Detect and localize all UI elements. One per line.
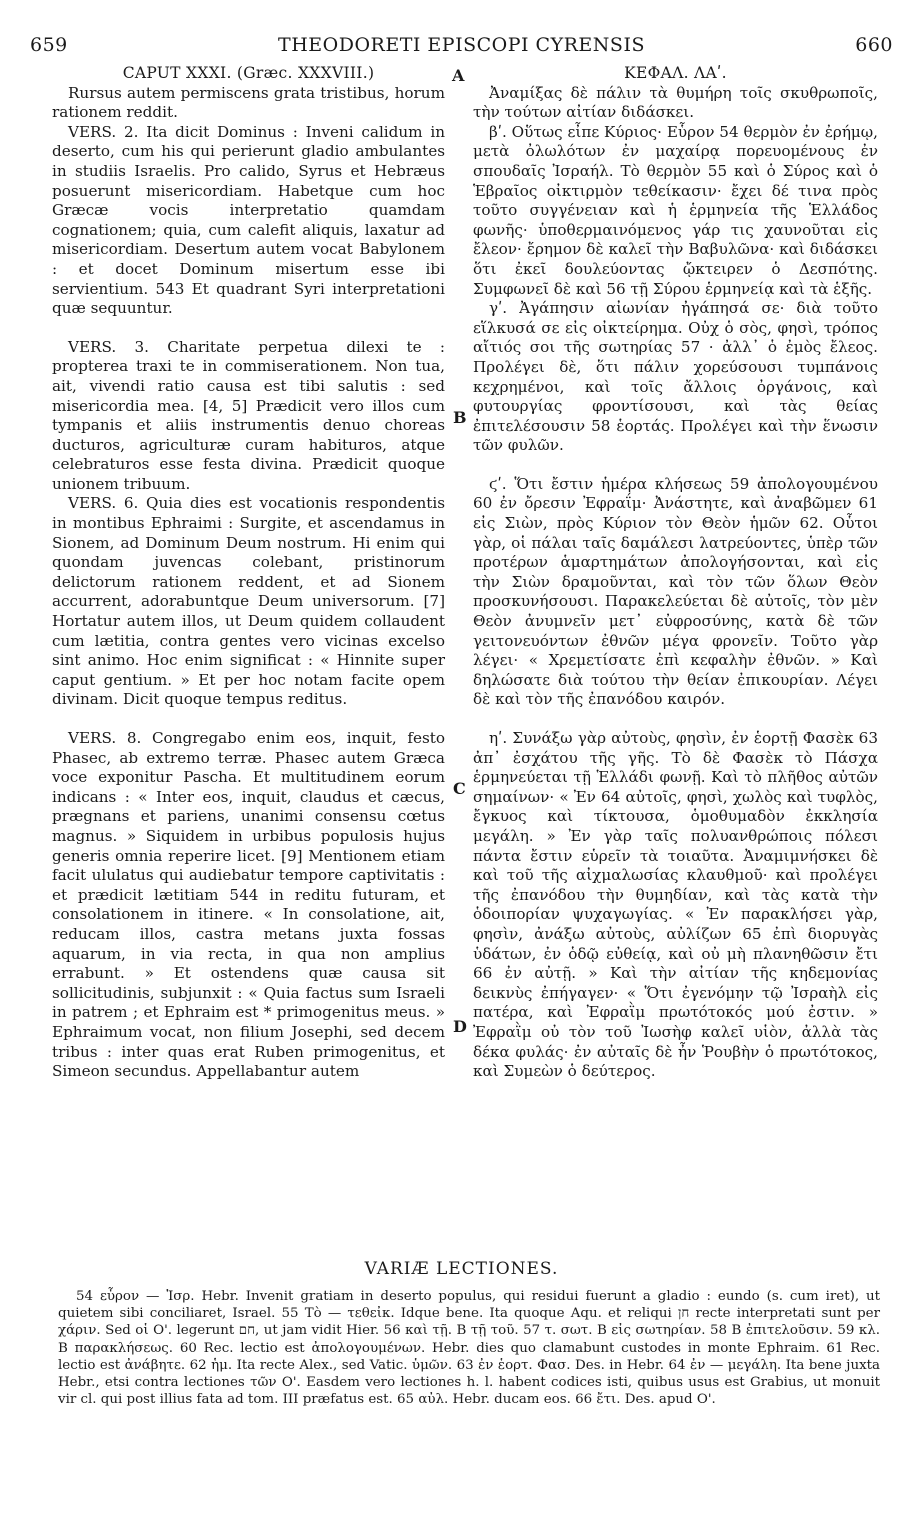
latin-paragraph: VERS. 6. Quia dies est vocationis respondentis in montibus Ephraimi : Surgite, et ascendamus in Sionem, ad Dominum Deum nostrum. Hi enim qui quondam juvencas colebant, pristinorum delictorum rationem reddent, et ad Sionem accurrent, adorabuntque Deum universorum. [7] Hortatur autem illos, ut Deum quidem collaudent cum lætitia, contra gentes vero vicinas excelso sint animo. Hoc enim significat : « Hinnite super caput gentium. » Et per hoc notam facite opem divinam. Dicit quoque tempus reditus. xyxy=(52,494,445,709)
greek-paragraph: ηʹ. Συνάξω γὰρ αὐτοὺς, φησὶν, ἐν ἑορτῇ Φασὲκ 63 ἀπ᾽ ἐσχάτου τῆς γῆς. Τὸ δὲ Φασὲκ τὸ Πάσχα ἑρμηνεύεται τῇ Ἑλλάδι φωνῇ. Καὶ τὸ πλῆθος αὐτῶν σημαίνων· « Ἐν 64 αὐτοῖς, φησὶ, χωλὸς καὶ τυφλὸς, ἔγκυος καὶ τίκτουσα, ὁμοθυμαδὸν ἐκκλησία μεγάλη. » Ἐν γὰρ ταῖς πολυανθρώποις πόλεσι πάντα ἔστιν εὑρεῖν τὰ τοιαῦτα. Ἀναμιμνήσκει δὲ καὶ τοῦ τῆς αἰχμαλωσίας κλαυθμοῦ· καὶ προλέγει τῆς ἐπανόδου τὴν θυμηδίαν, καὶ τὰς κατὰ τὴν ὁδοιπορίαν ψυχαγωγίας. « Ἐν παρακλήσει γὰρ, φησὶν, ἀνάξω αὐτοὺς, αὐλίζων 65 ἐπὶ διορυγὰς ὑδάτων, ἐν ὁδῷ εὐθείᾳ, καὶ οὐ μὴ πλανηθῶσιν ἔτι 66 ἐν αὐτῇ. » Καὶ τὴν αἰτίαν τῆς κηδεμονίας δεικνὺς ἐπήγαγεν· « Ὅτι ἐγενόμην τῷ Ἰσραὴλ εἰς πατέρα, καὶ Ἐφραῒμ πρωτότοκός μού ἐστιν. » Ἐφραῒμ οὐ τὸν τοῦ Ἰωσὴφ καλεῖ υἱὸν, ἀλλὰ τὰς δέκα φυλάς· ἐν αὐταῖς δὲ ἦν Ῥουβὴν ὁ πρωτότοκος, καὶ Συμεὼν ὁ δεύτερος. xyxy=(473,729,878,1081)
latin-column xyxy=(52,64,445,1082)
running-head xyxy=(30,34,893,60)
variae-lectiones-notes xyxy=(58,1288,880,1408)
margin-marker-b: B xyxy=(453,408,467,427)
latin-paragraph: VERS. 8. Congregabo enim eos, inquit, festo Phasec, ab extremo terræ. Phasec autem Græca voce exponitur Pascha. Et multitudinem eorum indicans : « Inter eos, inquit, claudus et cæcus, prægnans et pariens, unanimi consensu cœtus magnus. » Siquidem in urbibus populosis hujus generis omnia reperire licet. [9] Mentionem etiam facit ululatus qui audiebatur tempore captivitatis : et prædicit lætitiam 544 in reditu futuram, et consolationem in itinere. « In consolatione, ait, reducam illos, castra metans juxta fossas aquarum, in via recta, in qua non amplius errabunt. » Et ostendens quæ causa sit sollicitudinis, subjunxit : « Quia factus sum Israeli in patrem ; et Ephraim est * primogenitus meus. » Ephraimum vocat, non filium Josephi, sed decem tribus : inter quas erat Ruben primogenitus, et Simeon secundus. Appellabantur autem xyxy=(52,729,445,1081)
greek-paragraph: βʹ. Οὕτως εἶπε Κύριος· Εὗρον 54 θερμὸν ἐν ἐρήμῳ, μετὰ ὀλωλότων ἐν μαχαίρᾳ πορευομένους ἐν σπουδαῖς Ἰσραήλ. Τὸ θερμὸν 55 καὶ ὁ Σύρος καὶ ὁ Ἑβραῖος οἰκτιρμὸν τεθείκασιν· ἔχει δέ τινα πρὸς τοῦτο συγγένειαν καὶ ἡ ἑρμηνεία τῆς Ἑλλάδος φωνῆς· ὑποθερμαινόμενος γάρ τις χαυνοῦται εἰς ἔλεον· ἔρημον δὲ καλεῖ τὴν Βαβυλῶνα· καὶ διδάσκει ὅτι ἐκεῖ δουλεύοντας ᾤκτειρεν ὁ Δεσπότης. Συμφωνεῖ δὲ καὶ 56 τῇ Σύρου ἑρμηνείᾳ καὶ τὰ ἑξῆς. xyxy=(473,122,878,298)
variae-lectiones-heading: VARIÆ LECTIONES. xyxy=(364,1259,559,1279)
margin-marker-c: C xyxy=(453,779,466,798)
greek-chapter-heading: ΚΕΦΑΛ. ΛΑʹ. xyxy=(624,64,727,82)
page-number-right: 660 xyxy=(855,34,893,56)
margin-marker-d: D xyxy=(453,1017,467,1036)
greek-paragraph: γʹ. Ἀγάπησιν αἰωνίαν ἠγάπησά σε· διὰ τοῦτο εἵλκυσά σε εἰς οἰκτείρημα. Οὐχ ὁ σὸς, φησὶ, τρόπος αἴτιός σοι τῆς σωτηρίας 57 · ἀλλ᾽ ὁ ἐμὸς ἔλεος. Προλέγει δὲ, ὅτι πάλιν χορεύσουσι τυμπάνοις κεχρημένοι, καὶ τοῖς ἄλλοις ὀργάνοις, καὶ φυτουργίας φροντίσουσι, καὶ τὰς θείας ἐπιτελέσουσιν 58 ἑορτάς. Προλέγει καὶ τὴν ἕνωσιν τῶν φυλῶν. xyxy=(473,299,878,455)
greek-paragraph: ϛʹ. Ὅτι ἔστιν ἡμέρα κλήσεως 59 ἀπολογουμένου 60 ἐν ὄρεσιν Ἐφραΐμ· Ἀνάστητε, καὶ ἀναβῶμεν 61 εἰς Σιὼν, πρὸς Κύριον τὸν Θεὸν ἡμῶν 62. Οὗτοι γὰρ, οἱ πάλαι ταῖς δαμάλεσι λατρεύοντες, ὑπὲρ τῶν προτέρων ἁμαρτημάτων ἀπολογήσονται, καὶ εἰς τὴν Σιὼν δραμοῦνται, καὶ τὸν τῶν ὅλων Θεὸν προσκυνήσουσι. Παρακελεύεται δὲ αὐτοῖς, τὸν μὲν Θεὸν ἀνυμνεῖν μετ᾽ εὐφροσύνης, κατὰ δὲ τῶν γειτονευόντων ἐθνῶν μέγα φρονεῖν. Τοῦτο γὰρ λέγει· « Χρεμετίσατε ἐπὶ κεφαλὴν ἐθνῶν. » Καὶ δηλώσατε διὰ τούτου τὴν θείαν ἐπικουρίαν. Λέγει δὲ καὶ τὸν τῆς ἐπανόδου καιρόν. xyxy=(473,474,878,709)
latin-paragraph: Rursus autem permiscens grata tristibus, horum rationem reddit. xyxy=(52,83,445,122)
latin-chapter-heading: CAPUT XXXI. (Græc. XXXVIII.) xyxy=(122,64,375,82)
greek-column xyxy=(473,64,878,1082)
greek-paragraph: Ἀναμίξας δὲ πάλιν τὰ θυμήρη τοῖς σκυθρωποῖς, τὴν τούτων αἰτίαν διδάσκει. xyxy=(473,83,878,122)
latin-paragraph: VERS. 2. Ita dicit Dominus : Inveni calidum in deserto, cum his qui perierunt gladio ambulantes in studiis Israelis. Pro calido, Syrus et Hebræus posuerunt misericordiam. Habetque cum hoc Græcæ vocis interpretatio quamdam cognationem; quia, cum calefit aliquis, laxatur ad misericordiam. Desertum autem vocat Babylonem : et docet Dominum misertum esse ibi servientium. 543 Et quadrant Syri interpretationi quæ sequuntur. xyxy=(52,122,445,318)
latin-paragraph: VERS. 3. Charitate perpetua dilexi te : propterea traxi te in commiserationem. Non tua, ait, vivendi ratio causa est tibi salutis : sed misericordia mea. [4, 5] Prædicit vero illos cum tympanis et aliis instrumentis denuo choreas ducturos, agriculturæ curam habituros, atque celebraturos esse festa divina. Prædicit quoque unionem tribuum. xyxy=(52,337,445,493)
page-number-left: 659 xyxy=(30,34,68,56)
margin-marker-a: A xyxy=(452,66,465,85)
footnote-text: 54 εὗρον — Ἰσρ. Hebr. Invenit gratiam in deserto populus, qui residui fuerunt a gladio : eundo (s. cum iret), ut quietem sibi conciliaret, Israel. 55 Τὸ — τεθεἰκ. Idque bene. Ita quoque Aqu. et reliqui חן recte interpretati sunt per χάριν. Sed οἱ Ο'. legerunt חם, ut jam vidit Hier. 56 καὶ τῇ. B τῇ τοῦ. 57 τ. σωτ. B εἰς σωτηρίαν. 58 B ἐπιτελοῦσιν. 59 κλ. B παρακλήσεως. 60 Rec. lectio est ἀπολογουμένων. Hebr. dies quo clamabunt custodes in monte Ephraim. 61 Rec. lectio est ἀνάβητε. 62 ἡμ. Ita recte Alex., sed Vatic. ὑμῶν. 63 ἐν ἑορτ. Φασ. Des. in Hebr. 64 ἐν — μεγάλη. Ita bene juxta Hebr., etsi contra lectiones τῶν Ο'. Easdem vero lectiones h. l. habent codices isti, quibus usus est Grabius, ut monuit vir cl. qui post illius fata ad tom. III præfatus est. 65 αὐλ. Hebr. ducam eos. 66 ἔτι. Des. apud Ο'. xyxy=(58,1289,880,1408)
running-title: THEODORETI EPISCOPI CYRENSIS xyxy=(278,34,645,56)
